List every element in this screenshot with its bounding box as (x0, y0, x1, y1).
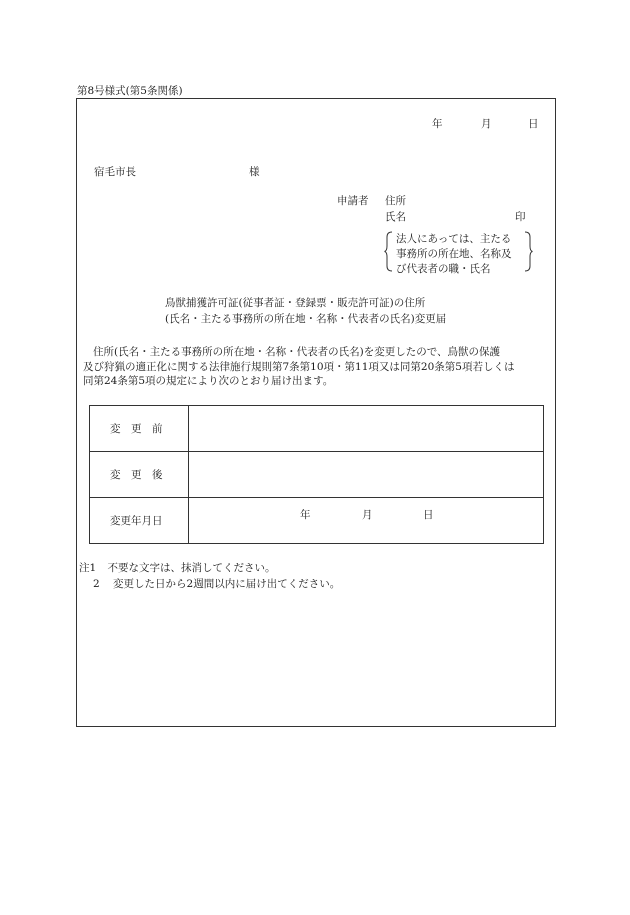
recipient-honorific: 様 (249, 166, 260, 178)
corporate-note-line: 法人にあっては、主たる (396, 233, 512, 245)
table-row (90, 406, 544, 452)
recipient-name: 宿毛市長 (94, 166, 136, 178)
notes (79, 560, 340, 592)
applicant-name-label: 氏名 (385, 211, 406, 223)
before-value-field[interactable] (189, 406, 544, 452)
form-number-label: 第8号様式(第5条関係) (77, 85, 183, 97)
corporate-note (384, 230, 533, 273)
date-month-label: 月 (481, 118, 492, 130)
change-date-field[interactable] (189, 498, 544, 544)
change-date-label: 変更年月日 (110, 515, 163, 527)
note-item (79, 576, 340, 592)
applicant-address-label: 住所 (385, 195, 406, 207)
date-day-label: 日 (528, 118, 539, 130)
after-label: 変 更 後 (110, 469, 163, 481)
change-date-month: 月 (362, 509, 373, 521)
note-marker: 注1 (79, 562, 97, 574)
corporate-note-line: 事務所の所在地、名称及 (396, 248, 512, 260)
before-label: 変 更 前 (110, 423, 163, 435)
change-date-day: 日 (423, 509, 434, 521)
note-marker: 2 (93, 578, 100, 590)
note-item (79, 560, 340, 576)
title-line-2: (氏名・主たる事務所の所在地・名称・代表者の氏名)変更届 (165, 313, 447, 325)
body-line: 及び狩猟の適正化に関する法律施行規則第7条第10項・第11項又は同第20条第5項若しくは (83, 360, 515, 373)
note-text: 不要な文字は、抹消してください。 (107, 562, 276, 574)
body-line: 同第24条第5項の規定により次のとおり届け出ます。 (83, 375, 334, 387)
date-label-cell (90, 498, 189, 544)
recipient-block (94, 166, 260, 179)
note-text: 変更した日から2週間以内に届け出てください。 (113, 578, 341, 590)
document-title (165, 295, 446, 327)
title-line-1: 鳥獣捕獲許可証(従事者証・登録票・販売許可証)の住所 (165, 297, 426, 309)
after-value-field[interactable] (189, 452, 544, 498)
change-date-year: 年 (300, 509, 311, 521)
table-row (90, 452, 544, 498)
table-row (90, 498, 544, 544)
before-label-cell (90, 406, 189, 452)
corporate-note-line: び代表者の職・氏名 (396, 263, 491, 275)
applicant-label: 申請者 (337, 195, 369, 207)
after-label-cell (90, 452, 189, 498)
body-line: 住所(氏名・主たる事務所の所在地・名称・代表者の氏名)を変更したので、鳥獣の保護 (93, 346, 500, 358)
date-year-label: 年 (432, 118, 443, 130)
change-table (89, 405, 544, 544)
body-paragraph (83, 345, 514, 389)
seal-mark: 印 (515, 211, 526, 223)
